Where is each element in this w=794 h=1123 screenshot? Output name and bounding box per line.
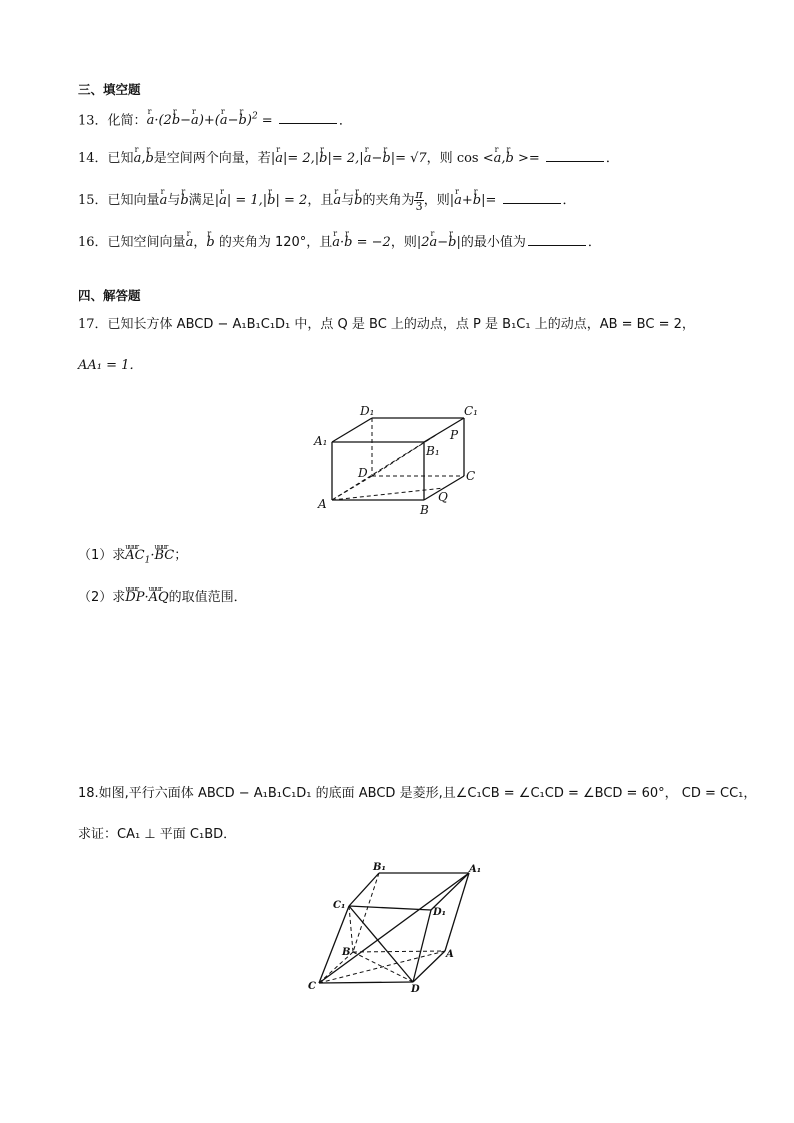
label-Q: Q <box>438 490 448 504</box>
label-D: D <box>411 984 420 993</box>
pi-over-3-fraction: $\frac{\pi}{3}$ <box>415 188 423 213</box>
answer-blank <box>279 111 337 124</box>
section-title-solve: 四、解答题 <box>78 288 141 303</box>
label-D1: D₁ <box>433 907 447 918</box>
question-17-line-2: AA₁ = 1． <box>78 358 143 373</box>
label-A: A <box>446 949 454 960</box>
label-C1: C₁ <box>333 900 346 911</box>
label-C: C <box>466 469 476 483</box>
question-13: 13．化简：r a·(2r b−r a)+(r a−r b)$^2$ = ． <box>78 108 352 130</box>
answer-blank <box>503 191 561 204</box>
question-18-line-2: 求证：CA₁ ⊥ 平面 C₁BD． <box>78 827 237 842</box>
question-17-part-2: （2）求uuur DP·uuur AQ的取值范围． <box>78 589 247 607</box>
label-A1: A₁ <box>314 434 328 448</box>
question-17-line-1: 17．已知长方体 ABCD − A₁B₁C₁D₁ 中，点 Q 是 BC 上的动点，点 P 是 B₁C₁ 上的动点，AB = BC = 2， <box>78 317 695 332</box>
label-P: P <box>450 428 459 442</box>
answer-blank <box>546 149 604 162</box>
label-C1: C₁ <box>464 404 478 418</box>
label-B1: B₁ <box>426 444 440 458</box>
label-B1: B₁ <box>373 862 386 873</box>
question-17-part-1: （1）求uuur $AC_1\cdot uuur$ BC； <box>78 547 187 570</box>
label-A: A <box>318 497 327 511</box>
question-14: 14．已知r a,r b是空间两个向量，若|r a|= 2,|r b|= 2,|r a−r b|= √7，则 cos <r a,r b >= ． <box>78 149 619 168</box>
label-A1: A₁ <box>469 864 482 875</box>
question-16: 16．已知空间向量r a，r b 的夹角为 120°，且r a·r b = −2，则|2r a−r b|的最小值为 ． <box>78 233 601 252</box>
question-15: 15．已知向量r a与r b满足|r a| = 1,|r b| = 2，且r a与r b的夹角为 $\frac{\pi}{3}$ ，则|r a+r b|= ． <box>78 189 576 212</box>
question-18-line-1: 18.如图,平行六面体 ABCD − A₁B₁C₁D₁ 的底面 ABCD 是菱形,且∠C₁CB = ∠C₁CD = ∠BCD = 60°， CD = CC₁， <box>78 786 757 801</box>
section-title-fill-blank: 三、填空题 <box>78 82 141 97</box>
label-D1: D₁ <box>360 404 375 418</box>
cuboid-figure <box>300 398 490 520</box>
label-B: B <box>420 503 429 517</box>
answer-blank <box>528 233 586 246</box>
label-D: D <box>358 466 368 480</box>
label-B: B <box>342 947 351 958</box>
parallelepiped-figure <box>305 858 490 993</box>
label-C: C <box>308 981 316 992</box>
